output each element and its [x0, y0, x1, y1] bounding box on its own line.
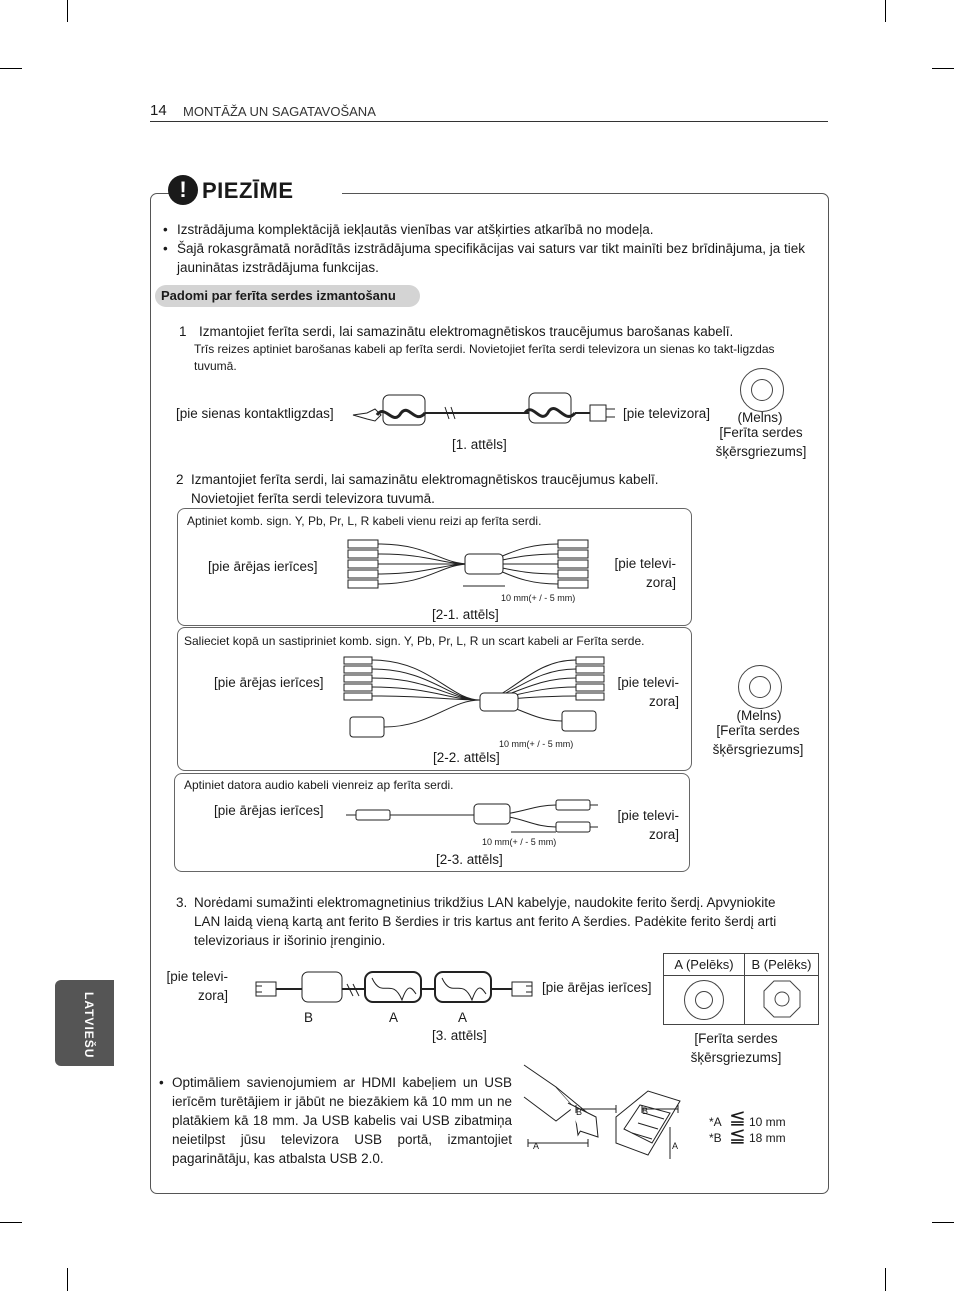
core-a-icon [684, 980, 724, 1020]
crop-mark [885, 1268, 886, 1291]
ferrite-core-table [663, 953, 819, 1025]
header-rule [150, 121, 828, 122]
panel-title: Salieciet kopā un sastipriniet komb. sign. Y, Pb, Pr, L, R un scart kabeli ar Ferīta serde. [184, 634, 645, 648]
note-bullet: Izstrādājuma komplektācijā iekļautās vienības var atšķirties atkarībā no modeļa. [177, 222, 654, 237]
figure-caption: [1. attēls] [452, 437, 507, 452]
lan-cable-illustration [232, 968, 542, 1008]
panel-title: Aptiniet datora audio kabeli vienreiz ap ferīta serdi. [184, 778, 454, 792]
note-title: PIEZĪME [202, 178, 294, 203]
bullet-icon: • [163, 222, 168, 237]
core-b-cell [745, 976, 819, 1025]
label-tv: [pie televi-zora] [166, 969, 228, 1003]
label-tv: [pie televizora] [623, 406, 711, 421]
core-a-cell [664, 976, 745, 1025]
figure-caption: [2-1. attēls] [432, 607, 499, 622]
label-wall: [pie sienas kontaktligzdas] [176, 406, 334, 421]
bullet-icon: • [163, 241, 168, 256]
figure-caption: [3. attēls] [432, 1028, 487, 1043]
section-title: MONTĀŽA UN SAGATAVOŠANA [183, 104, 376, 119]
bullet-icon: • [159, 1075, 164, 1090]
core-marker: A [458, 1010, 468, 1025]
crop-mark [67, 0, 68, 22]
label-tv: [pie televi-zora] [617, 808, 679, 842]
dimension-value-a: 10 mm [749, 1115, 786, 1129]
step-number: 2 [176, 472, 184, 487]
audio-cable-illustration [346, 792, 602, 838]
dimension-label-b: *B [709, 1131, 722, 1145]
panel-title: Aptiniet komb. sign. Y, Pb, Pr, L, R kabeli vienu reizi ap ferīta serdi. [187, 514, 542, 528]
language-tab-label: LATVIEŠU [82, 992, 96, 1059]
less-equal-icon: ≦ [729, 1125, 746, 1147]
power-cable-illustration [345, 385, 620, 435]
core-section-label: [Ferīta serdes šķērsgriezums] [690, 1031, 782, 1065]
core-b-icon [762, 979, 802, 1019]
tips-heading: Padomi par ferīta serdes izmantošanu [155, 285, 420, 307]
dimension-label-a: *A [709, 1115, 722, 1129]
table-header: B (Pelēks) [745, 954, 819, 976]
usb-note-text: Optimāliem savienojumiem ar HDMI kabeļiem un USB ierīcēm turētājiem ir jābūt ne biezākiem kā 10 mm un ne platākiem kā 18 mm. Ja USB kabelis vai USB zibatmiņa neietilpst jūsu televizora USB portā, izmantojiet pagarinātāju, kas atbalsta USB 2.0. [172, 1075, 512, 1166]
dimension-mark: B [642, 1106, 649, 1116]
step-subtext: Trīs reizes aptiniet barošanas kabeli ap ferīta serdi. Novietojiet ferīta serdi televizora un sienas ko takt-ligzdas tuvumā. [194, 342, 775, 373]
ferrite-core-cross-section [740, 368, 784, 412]
measure-label: 10 mm(+ / - 5 mm) [501, 593, 576, 603]
label-tv: [pie televi-zora] [617, 675, 679, 709]
label-external: [pie ārējas ierīces] [214, 803, 324, 818]
exclamation-icon: ! [168, 175, 198, 205]
step-text: Norėdami sumažinti elektromagnetinius trikdžius LAN kabelyje, naudokite ferito šerdį. Apvyniokite LAN laidą vieną kartą ant ferito B šerdies ir tris kartus ant ferito A šerdies. Padėkite ferito šerdį arti televizoriaus ir išorinio įrenginio. [194, 895, 777, 948]
core-color: (Melns) [737, 410, 783, 425]
crop-mark [0, 68, 22, 69]
less-equal-icon: ≦ [729, 1107, 746, 1129]
label-external: [pie ārējas ierīces] [214, 675, 324, 690]
core-section-label: [Ferīta serdes šķērsgriezums] [715, 425, 807, 459]
component-cable-illustration [340, 536, 600, 600]
note-bullet: Šajā rokasgrāmatā norādītās izstrādājuma specifikācijas vai saturs var tikt mainīti bez brīdinājuma, ja tiek jauninātas izstrādājuma funkcijas. [177, 241, 806, 275]
ferrite-core-cross-section [738, 665, 782, 709]
core-section-label: [Ferīta serdes šķērsgriezums] [712, 723, 804, 757]
label-tv: [pie televi-zora] [614, 556, 676, 590]
page-number: 14 [150, 102, 167, 119]
dimension-mark: A [533, 1141, 540, 1151]
table-header: A (Pelēks) [664, 954, 745, 976]
dimension-mark: A [672, 1141, 679, 1151]
step-text: Izmantojiet ferīta serdi, lai samazinātu elektromagnētiskos traucējumus kabelī. Novietojiet ferīta serdi televizora tuvumā. [191, 472, 659, 506]
core-marker: A [389, 1010, 399, 1025]
core-marker: B [304, 1010, 314, 1025]
dimension-value-b: 18 mm [749, 1131, 786, 1145]
figure-caption: [2-2. attēls] [433, 750, 500, 765]
scart-cable-illustration [340, 655, 610, 741]
step-number: 1 [179, 324, 187, 339]
crop-mark [0, 1222, 22, 1223]
measure-label: 10 mm(+ / - 5 mm) [482, 837, 557, 847]
dimension-mark: B [576, 1107, 583, 1117]
crop-mark [932, 1222, 954, 1223]
crop-mark [67, 1268, 68, 1291]
label-external: [pie ārējas ierīces] [542, 980, 652, 995]
figure-caption: [2-3. attēls] [436, 852, 503, 867]
step-text: Izmantojiet ferīta serdi, lai samazinātu elektromagnētiskos traucējumus barošanas kabelī. [199, 324, 734, 339]
core-color: (Melns) [736, 708, 782, 723]
step-number: 3. [176, 895, 188, 910]
crop-mark [932, 68, 954, 69]
measure-label: 10 mm(+ / - 5 mm) [499, 739, 574, 749]
label-external: [pie ārējas ierīces] [208, 559, 318, 574]
crop-mark [885, 0, 886, 22]
